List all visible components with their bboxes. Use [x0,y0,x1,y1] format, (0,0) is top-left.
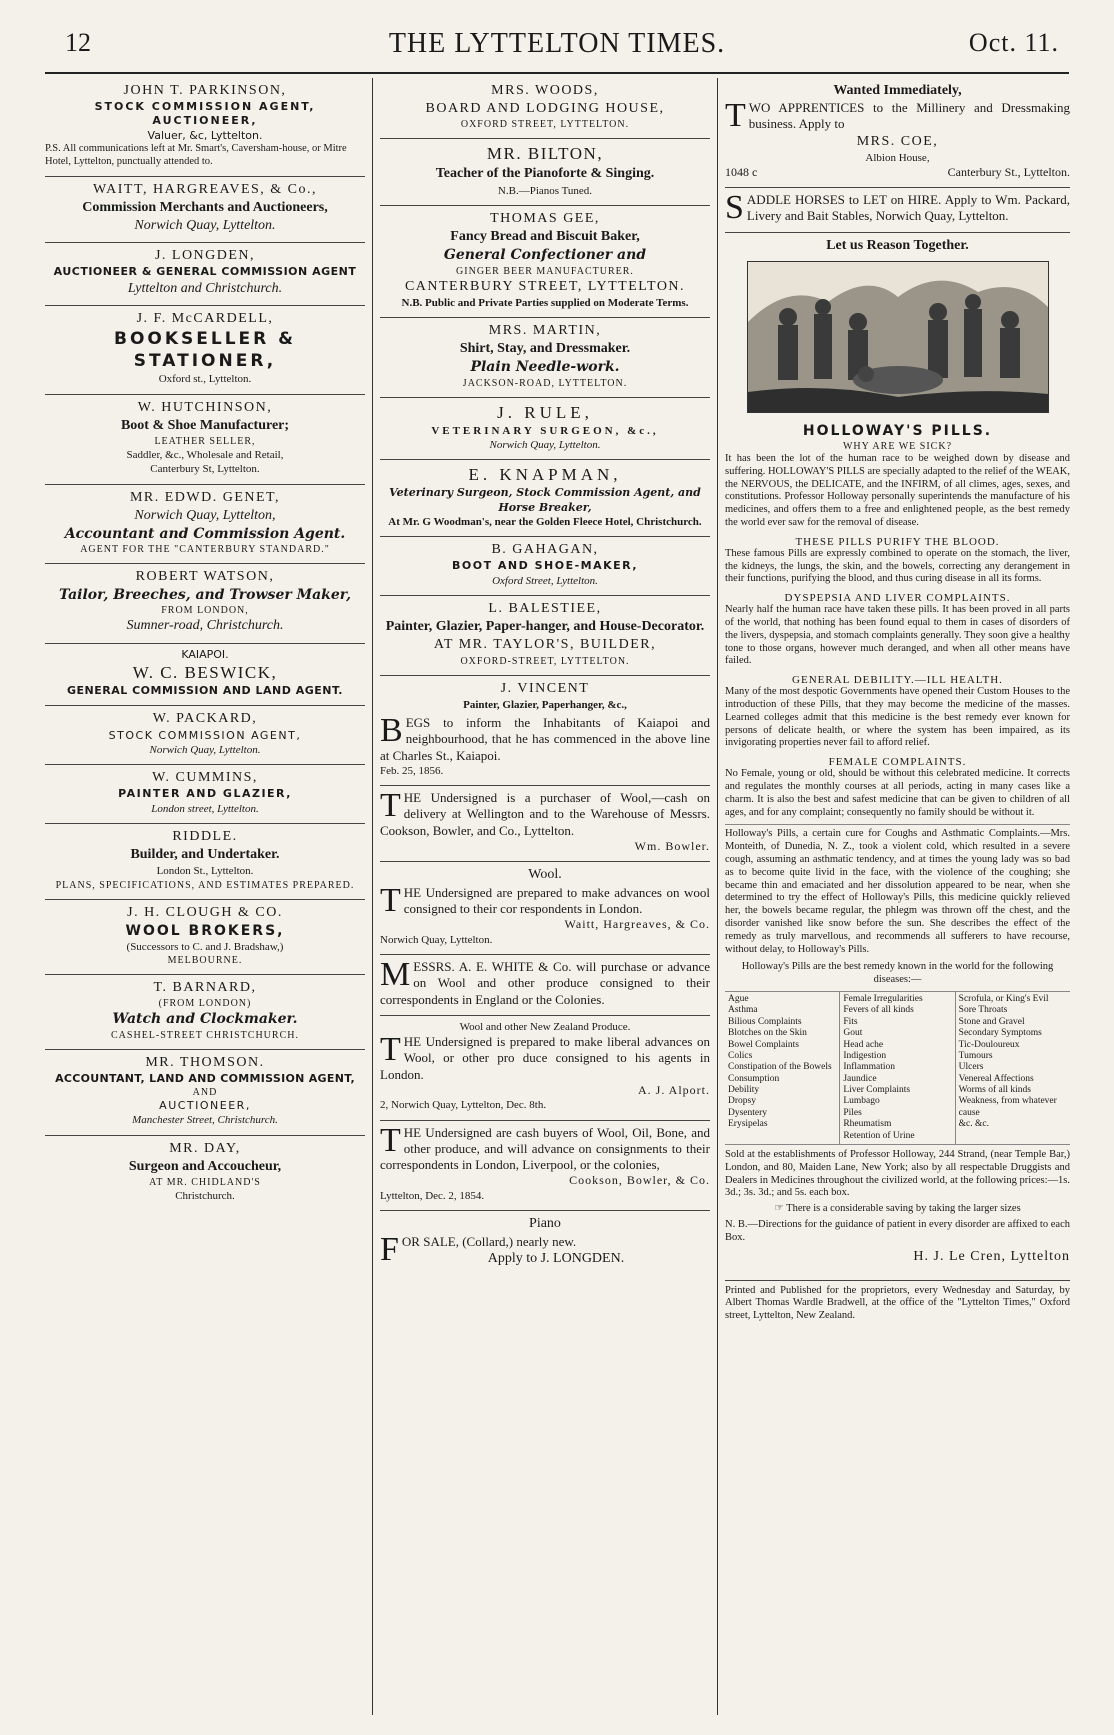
advertiser-name: E. KNAPMAN, [468,465,622,485]
disease-item: Constipation of the Bowels [728,1062,832,1073]
advertiser-name: MR. BILTON, [486,144,604,164]
column-1 [45,78,365,1715]
advertiser-address: Lyttelton and Christchurch. [127,280,283,296]
ad-beswick [45,644,365,707]
ad-body: HE Undersigned are cash buyers of Wool, Oil, Bone, and other produce, and will advance on consignments to their correspondents in London, Liverpool, or the colonies, [380,1124,710,1173]
advertiser-role: Accountant and Commission Agent. [64,525,346,542]
advertiser-address: Sumner-road, Christchurch. [126,618,284,634]
disease-item: Head ache [843,1039,884,1050]
disease-item: Ulcers [958,1062,984,1073]
advertiser-role: ACCOUNTANT, LAND AND COMMISSION AGENT, [55,1071,355,1085]
disease-item: Jaundice [843,1073,877,1084]
advertiser-role: VETERINARY SURGEON, &c., [431,424,659,437]
advertiser-and: AND [192,1087,218,1099]
drop-cap: B [380,712,403,750]
section-heading: WHY ARE WE SICK? [842,441,953,453]
advertiser-name: MRS. MARTIN, [488,323,602,338]
drop-cap: T [380,1031,401,1069]
advertiser-name: J. RULE, [497,402,593,422]
disease-item: Secondary Symptoms [958,1028,1042,1039]
advertiser-sub: Valuer, &c, Lyttelton. [147,128,263,142]
advertiser-role: PAINTER AND GLAZIER, [118,787,292,801]
ad-longden [45,243,365,306]
advertiser-note: PLANS, SPECIFICATIONS, AND ESTIMATES PREPARED. [55,879,355,891]
advertiser-role: Boot & Shoe Manufacturer; [120,417,290,433]
advertiser-note: N.B. Public and Private Parties supplied on Moderate Terms. [401,296,689,309]
advertiser-address: Norwich Quay, Lyttelton. [134,218,276,234]
ad-knapman [380,460,710,537]
drop-cap: S [725,189,744,227]
advertiser-role: BOOKSELLER & STATIONER, [113,329,296,372]
advertiser-role: STOCK COMMISSION AGENT, AUCTIONEER, [94,100,316,128]
advertiser-from: FROM LONDON, [161,605,249,617]
advertiser-name: W. PACKARD, [152,711,258,727]
ad-paragraph: No Female, young or old, should be without this celebrated medicine. It corrects and regulates the monthly courses at all periods, acting in many cases like a charm. It is also the best and safest medicine that can be given to children of all ages, and for any complaint; consequently no family should be without it. [725,768,1070,818]
disease-item: Indigestion [843,1050,887,1061]
disease-item: Asthma [728,1005,758,1016]
advertiser-sub: LEATHER SELLER, [154,435,256,447]
ad-hutchinson [45,395,365,485]
disease-item: Lumbago [843,1096,880,1107]
ad-body: EGS to inform the Inhabitants of Kaiapoi and neighbourhood, that he has commenced in the above line at Charles St., Kaiapoi. [380,715,710,763]
ad-packard [45,706,365,765]
advertiser-address: Norwich Quay, Lyttelton. [489,438,601,451]
advertiser-line: Saddler, &c., Wholesale and Retail, [126,448,284,461]
section-heading: DYSPEPSIA AND LIVER COMPLAINTS. [784,592,1011,605]
disease-item: Dysentery [728,1107,768,1118]
disease-item: Ague [728,993,749,1004]
ad-holloway [725,233,1070,1272]
column-divider [372,78,373,1715]
advertiser-address: OXFORD-STREET, LYTTELTON. [460,655,630,667]
ad-coe [725,78,1070,188]
advertiser-name: MR. THOMSON. [145,1054,265,1070]
section-heading: GENERAL DEBILITY.—ILL HEALTH. [792,674,1003,687]
ad-watson [45,564,365,644]
disease-item: Colics [728,1050,753,1061]
ad-gahagan [380,537,710,596]
advertiser-name: B. GAHAGAN, [491,542,599,558]
ad-balestiee [380,596,710,676]
advertiser-role-2: Plain Needle-work. [470,359,620,376]
section-heading: FEMALE COMPLAINTS. [828,756,967,769]
ad-paragraph: It has been the lot of the human race to be weighed down by disease and suffering. HOLLOWAY'S PILLS are specially adapted to the relief of the WEAK, the NERVOUS, the DELICATE, and the INFIRM, of all climes, ages, sexes, and constitutions. Professor Holloway personally superintends the manufacture of his medicines, and offers them to a free and enlightened people, as the best remedy the world ever saw for the removal of disease. [725,453,1070,529]
drop-cap: T [725,97,746,135]
ad-vincent [380,676,710,787]
advertiser-address: London street, Lyttelton. [151,802,259,815]
ad-signature: A. J. Alport. [637,1082,710,1097]
ad-riddle [45,824,365,900]
ad-cookson [380,1121,710,1212]
advertiser-role: Shirt, Stay, and Dressmaker. [459,341,631,357]
disease-list-column-2 [839,992,954,1144]
ad-body: HE Undersigned are prepared to make advances on wool consigned to their cor respondents in London. [403,884,710,916]
page-number: 12 [65,28,91,57]
ad-bilton [380,139,710,206]
advertiser-name: MR. DAY, [169,1140,241,1156]
advertiser-name: JOHN T. PARKINSON, [123,83,287,98]
ad-paragraph: Holloway's Pills, a certain cure for Coughs and Asthmatic Complaints.—Mrs. Monteith, of Dunedia, N. Z., took a violent cold, which resulted in a severe cough, assuming an asthmatic tendency, and at times the young lady was so bad as to become quite livid in the face, with the violence of the coughing; she became thin and emaciated and her dissolution appeared to be near, when she determined to try the effect of Holloway's Pills, this medicine quickly relieved her, the bowels became regular, the phlegm was thrown off the chest, and the disorder vanished like snow before the sun. She describes the effect of the remedy as truly marvellous, and recommends all sufferers to have recourse, without delay, to Holloway's Pills. [725,824,1070,956]
advertiser-name: RIDDLE. [172,828,238,844]
advertiser-address: CASHEL-STREET CHRISTCHURCH. [111,1029,299,1041]
ad-piano [380,1211,710,1275]
ad-body: ADDLE HORSES to LET on HIRE. Apply to Wm. Packard, Livery and Bait Stables, Norwich Quay, Lyttelton. [746,192,1070,224]
ad-heading: Piano [529,1216,561,1232]
drop-cap: F [380,1230,399,1268]
ad-barnard [45,975,365,1049]
advertiser-name: MR. EDWD. GENET, [129,489,281,505]
advertiser-name: MRS. COE, [856,133,939,149]
drop-cap: T [380,787,401,825]
ad-gee [380,206,710,318]
ad-body-2: Apply to J. LONGDEN. [487,1250,625,1266]
ad-date: Lyttelton, Dec. 2, 1854. [380,1190,485,1203]
advertiser-role: BOARD AND LODGING HOUSE, [425,101,665,117]
drop-cap: M [380,956,411,994]
advertiser-name: J. H. CLOUGH & CO. [127,904,283,920]
disease-list-column-1 [725,992,839,1144]
ad-genet [45,485,365,565]
disease-item: Gout [843,1028,863,1039]
advertiser-address: CANTERBURY STREET, LYTTELTON. [404,278,686,294]
disease-list-intro: Holloway's Pills are the best remedy known in the world for the following diseases:— [741,961,1054,986]
ad-paragraph: Many of the most despotic Governments have opened their Custom Houses to the introduction of these Pills, that they may become the medicine of the masses. Learned colleges admit that this medicine is the best remedy ever known for persons of delicate health, or where the system has been impaired, as its invigorating properties never fail to afford relief. [725,686,1070,749]
disease-item: Venereal Affections [958,1073,1034,1084]
advertiser-role: Builder, and Undertaker. [130,847,280,863]
ad-paragraph: Sold at the establishments of Professor Holloway, 244 Strand, (near Temple Bar,) London, and 80, Maiden Lane, New York; also by all respectable Druggists and Dealers in Medicines throughout the civilized world, at the following prices:—1s. 3d.; 3s. 3d.; and 5s. each box. [725,1149,1070,1199]
masthead [45,28,1069,64]
disease-item: Rheumatism [843,1119,892,1130]
disease-item: Liver Complaints [843,1085,911,1096]
ad-note: N. B.—Directions for the guidance of patient in every disorder are affixed to each Box. [725,1219,1070,1243]
ad-body: ESSRS. A. E. WHITE & Co. will purchase or advance on Wool and other produce consigned to their correspondents in England or the Colonies. [380,959,710,1007]
disease-item: Stone and Gravel [958,1016,1025,1027]
advertiser-role: Fancy Bread and Biscuit Baker, [450,229,640,245]
disease-item: Piles [843,1107,862,1118]
disease-item: &c. &c. [958,1119,989,1130]
disease-item: Fits [843,1016,858,1027]
advertiser-note: N.B.—Pianos Tuned. [497,184,593,197]
advertiser-name: ROBERT WATSON, [135,569,275,585]
advertiser-role: Commission Merchants and Auctioneers, [82,199,328,215]
ad-place: KAIAPOI. [181,647,229,661]
advertiser-name: W. CUMMINS, [152,770,258,786]
column-3 [725,78,1070,1715]
ad-day [45,1136,365,1211]
advertiser-name: L. BALESTIEE, [488,601,602,617]
advertiser-role: Painter, Glazier, Paperhanger, &c., [463,698,627,711]
ad-rule [380,398,710,461]
advertiser-role: Watch and Clockmaker. [112,1011,298,1028]
disease-item: Inflammation [843,1062,896,1073]
advertiser-name: J. F. McCARDELL, [136,310,274,326]
ad-body: OR SALE, (Collard,) nearly new. [401,1233,577,1249]
ad-martin [380,318,710,398]
ad-code: 1048 c [725,165,758,180]
drop-cap: T [380,881,401,919]
ad-heading: Wool. [528,867,562,883]
masthead-rule [45,72,1069,74]
advertiser-name: W. HUTCHINSON, [137,399,273,415]
advertiser-name: W. C. BESWICK, [132,662,278,682]
ad-alport [380,1016,710,1121]
ad-address: Norwich Quay, Lyttelton. [380,933,493,946]
ad-parkinson [45,78,365,177]
advertiser-address: OXFORD STREET, LYTTELTON. [460,119,630,131]
disease-item: Dropsy [728,1096,756,1107]
disease-item: Female Irregularities [843,993,923,1004]
disease-list-column-3 [955,992,1070,1144]
advertiser-at: AT MR. TAYLOR'S, BUILDER, [433,637,657,653]
advertiser-role: BOOT AND SHOE-MAKER, [451,559,638,573]
advertiser-address: Albion House, [865,151,930,164]
disease-item: Weakness, from whatever cause [958,1096,1057,1118]
ad-signature: Cookson, Bowler, & Co. [569,1173,710,1188]
disease-item: Consumption [728,1073,780,1084]
advertiser-address: Norwich Quay, Lyttelton. [149,743,261,756]
ad-paragraph: Nearly half the human race have taken these pills. It has been proved in all parts of the world, that nothing has been found equal to them in cases of disorders of the livers, dyspepsia, and stomach complaints generally. They soon give a healthy tone to those organs, however much deranged, and when all other means have failed. [725,604,1070,667]
ad-saddle [725,188,1070,233]
advertiser-role: Painter, Glazier, Paper-hanger, and House-Decorator. [385,619,705,635]
advertiser-address: JACKSON-ROAD, LYTTELTON. [462,377,628,389]
ad-thomson [45,1050,365,1136]
ad-paragraph: These famous Pills are expressly combined to operate on the stomach, the liver, the kidneys, the lungs, the skin, and the bowels, correcting any derangement in their functions, purifying the blood, and thus curing disease in all its forms. [725,547,1070,585]
column-divider [717,78,718,1715]
disease-item: Tumours [958,1050,993,1061]
disease-item: Bowel Complaints [728,1039,799,1050]
disease-item: Tic-Douloureux [958,1039,1020,1050]
ad-heading: Wool and other New Zealand Produce. [459,1020,631,1033]
disease-item: Bilious Complaints [728,1016,802,1027]
advertiser-name: WAITT, HARGREAVES, & Co., [92,181,318,197]
advertiser-successors: (Successors to C. and J. Bradshaw,) [126,940,284,953]
advertiser-at: AT MR. CHIDLAND'S [149,1177,261,1189]
disease-item: Scrofula, or King's Evil [958,993,1049,1004]
advertiser-name: T. BARNARD, [153,980,257,996]
section-heading: THESE PILLS PURIFY THE BLOOD. [795,535,1000,548]
advertiser-role: Surgeon and Accoucheur, [128,1158,282,1174]
advertiser-role: Veterinary Surgeon, Stock Commission Agent, and Horse Breaker, [389,486,701,514]
ad-cummins [45,765,365,824]
advertiser-address: Christchurch. [175,1190,235,1203]
advertiser-from: (FROM LONDON) [158,998,252,1010]
ad-date: Feb. 25, 1856. [380,764,444,777]
ad-waitt [45,177,365,244]
advertiser-name: THOMAS GEE, [490,210,600,226]
ad-date: 2, Norwich Quay, Lyttelton, Dec. 8th. [380,1099,547,1112]
ad-woods [380,78,710,139]
advertiser-agent: AGENT FOR THE "CANTERBURY STANDARD." [80,544,330,556]
ad-signature: Waitt, Hargreaves, & Co. [564,917,710,932]
ad-body: HE Undersigned is prepared to make liberal advances on Wool, or other pro duce consigned to his agents in London. [380,1034,710,1082]
ad-wool [380,862,710,955]
advertiser-address: Norwich Quay, Lyttelton, [134,507,276,523]
disease-list [725,991,1070,1145]
ad-note: ☞ There is a considerable saving by taking the larger sizes [774,1203,1021,1215]
advertiser-name: J. VINCENT [500,680,590,696]
ad-body: WO APPRENTICES to the Millinery and Dressmaking business. Apply to [748,100,1070,132]
advertiser-name: MRS. WOODS, [491,83,599,98]
advertiser-address: London St., Lyttelton. [156,865,254,878]
ad-body: P.S. All communications left at Mr. Smart's, Caversham-house, or Mitre Hotel, Lyttelton, punctually attended to. [45,143,347,167]
brand-title: HOLLOWAY'S PILLS. [802,422,993,439]
advertiser-role: WOOL BROKERS, [125,922,285,939]
advertiser-role: AUCTIONEER & GENERAL COMMISSION AGENT [53,265,357,279]
ad-bowler [380,786,710,862]
column-2 [380,78,710,1715]
disease-item: Worms of all kinds [958,1085,1031,1096]
advertiser-address: Canterbury St, Lyttelton. [150,463,260,476]
advertiser-address: Oxford Street, Lyttelton. [492,574,598,587]
disease-item: Erysipelas [728,1119,768,1130]
advertiser-role: Teacher of the Pianoforte & Singing. [435,166,655,182]
disease-item: Sore Throats [958,1005,1008,1016]
drop-cap: T [380,1121,401,1159]
newspaper-title: THE LYTTELTON TIMES. [388,28,726,59]
advertiser-role: Tailor, Breeches, and Trowser Maker, [58,587,352,604]
advertiser-address-2: Canterbury St., Lyttelton. [947,165,1070,180]
advertiser-address: Oxford st., Lyttelton. [158,373,252,386]
ad-heading: Wanted Immediately, [833,83,962,98]
disease-item: Debility [728,1085,760,1096]
advertiser-name: J. LONGDEN, [154,248,256,264]
imprint: Printed and Published for the proprietors, every Wednesday and Saturday, by Albert Thomas Wardle Bradwell, at the office of the "Lyttelton Times," Oxford street, Lyttelton, New Zealand. [725,1280,1070,1323]
engraving-illustration [747,261,1049,413]
advertiser-role: GENERAL COMMISSION AND LAND AGENT. [67,684,343,698]
advertiser-address: At Mr. G Woodman's, near the Golden Fleece Hotel, Christchurch. [388,515,702,528]
advertiser-address: MELBOURNE. [167,955,243,967]
ad-signature: Wm. Bowler. [634,838,710,853]
ad-agent: H. J. Le Cren, Lyttelton [913,1248,1070,1264]
disease-item: Retention of Urine [843,1130,915,1141]
ad-heading: Let us Reason Together. [826,237,969,253]
disease-item: Fevers of all kinds [843,1005,914,1016]
ad-body: HE Undersigned is a purchaser of Wool,—cash on delivery at Wellington and to the Warehouse of Messrs. Cookson, Bowler, and Co., Lyttelton. [380,790,710,838]
advertiser-role-3: GINGER BEER MANUFACTURER. [456,265,634,277]
ad-clough [45,900,365,976]
advertiser-role-2: AUCTIONEER, [159,1099,251,1113]
advertiser-role: STOCK COMMISSION AGENT, [108,728,302,742]
ad-white [380,955,710,1016]
disease-item: Blotches on the Skin [728,1028,807,1039]
advertiser-address: Manchester Street, Christchurch. [132,1114,278,1127]
advertiser-role-2: General Confectioner and [443,247,647,264]
issue-date: Oct. 11. [968,28,1059,57]
ad-mccardell [45,306,365,395]
